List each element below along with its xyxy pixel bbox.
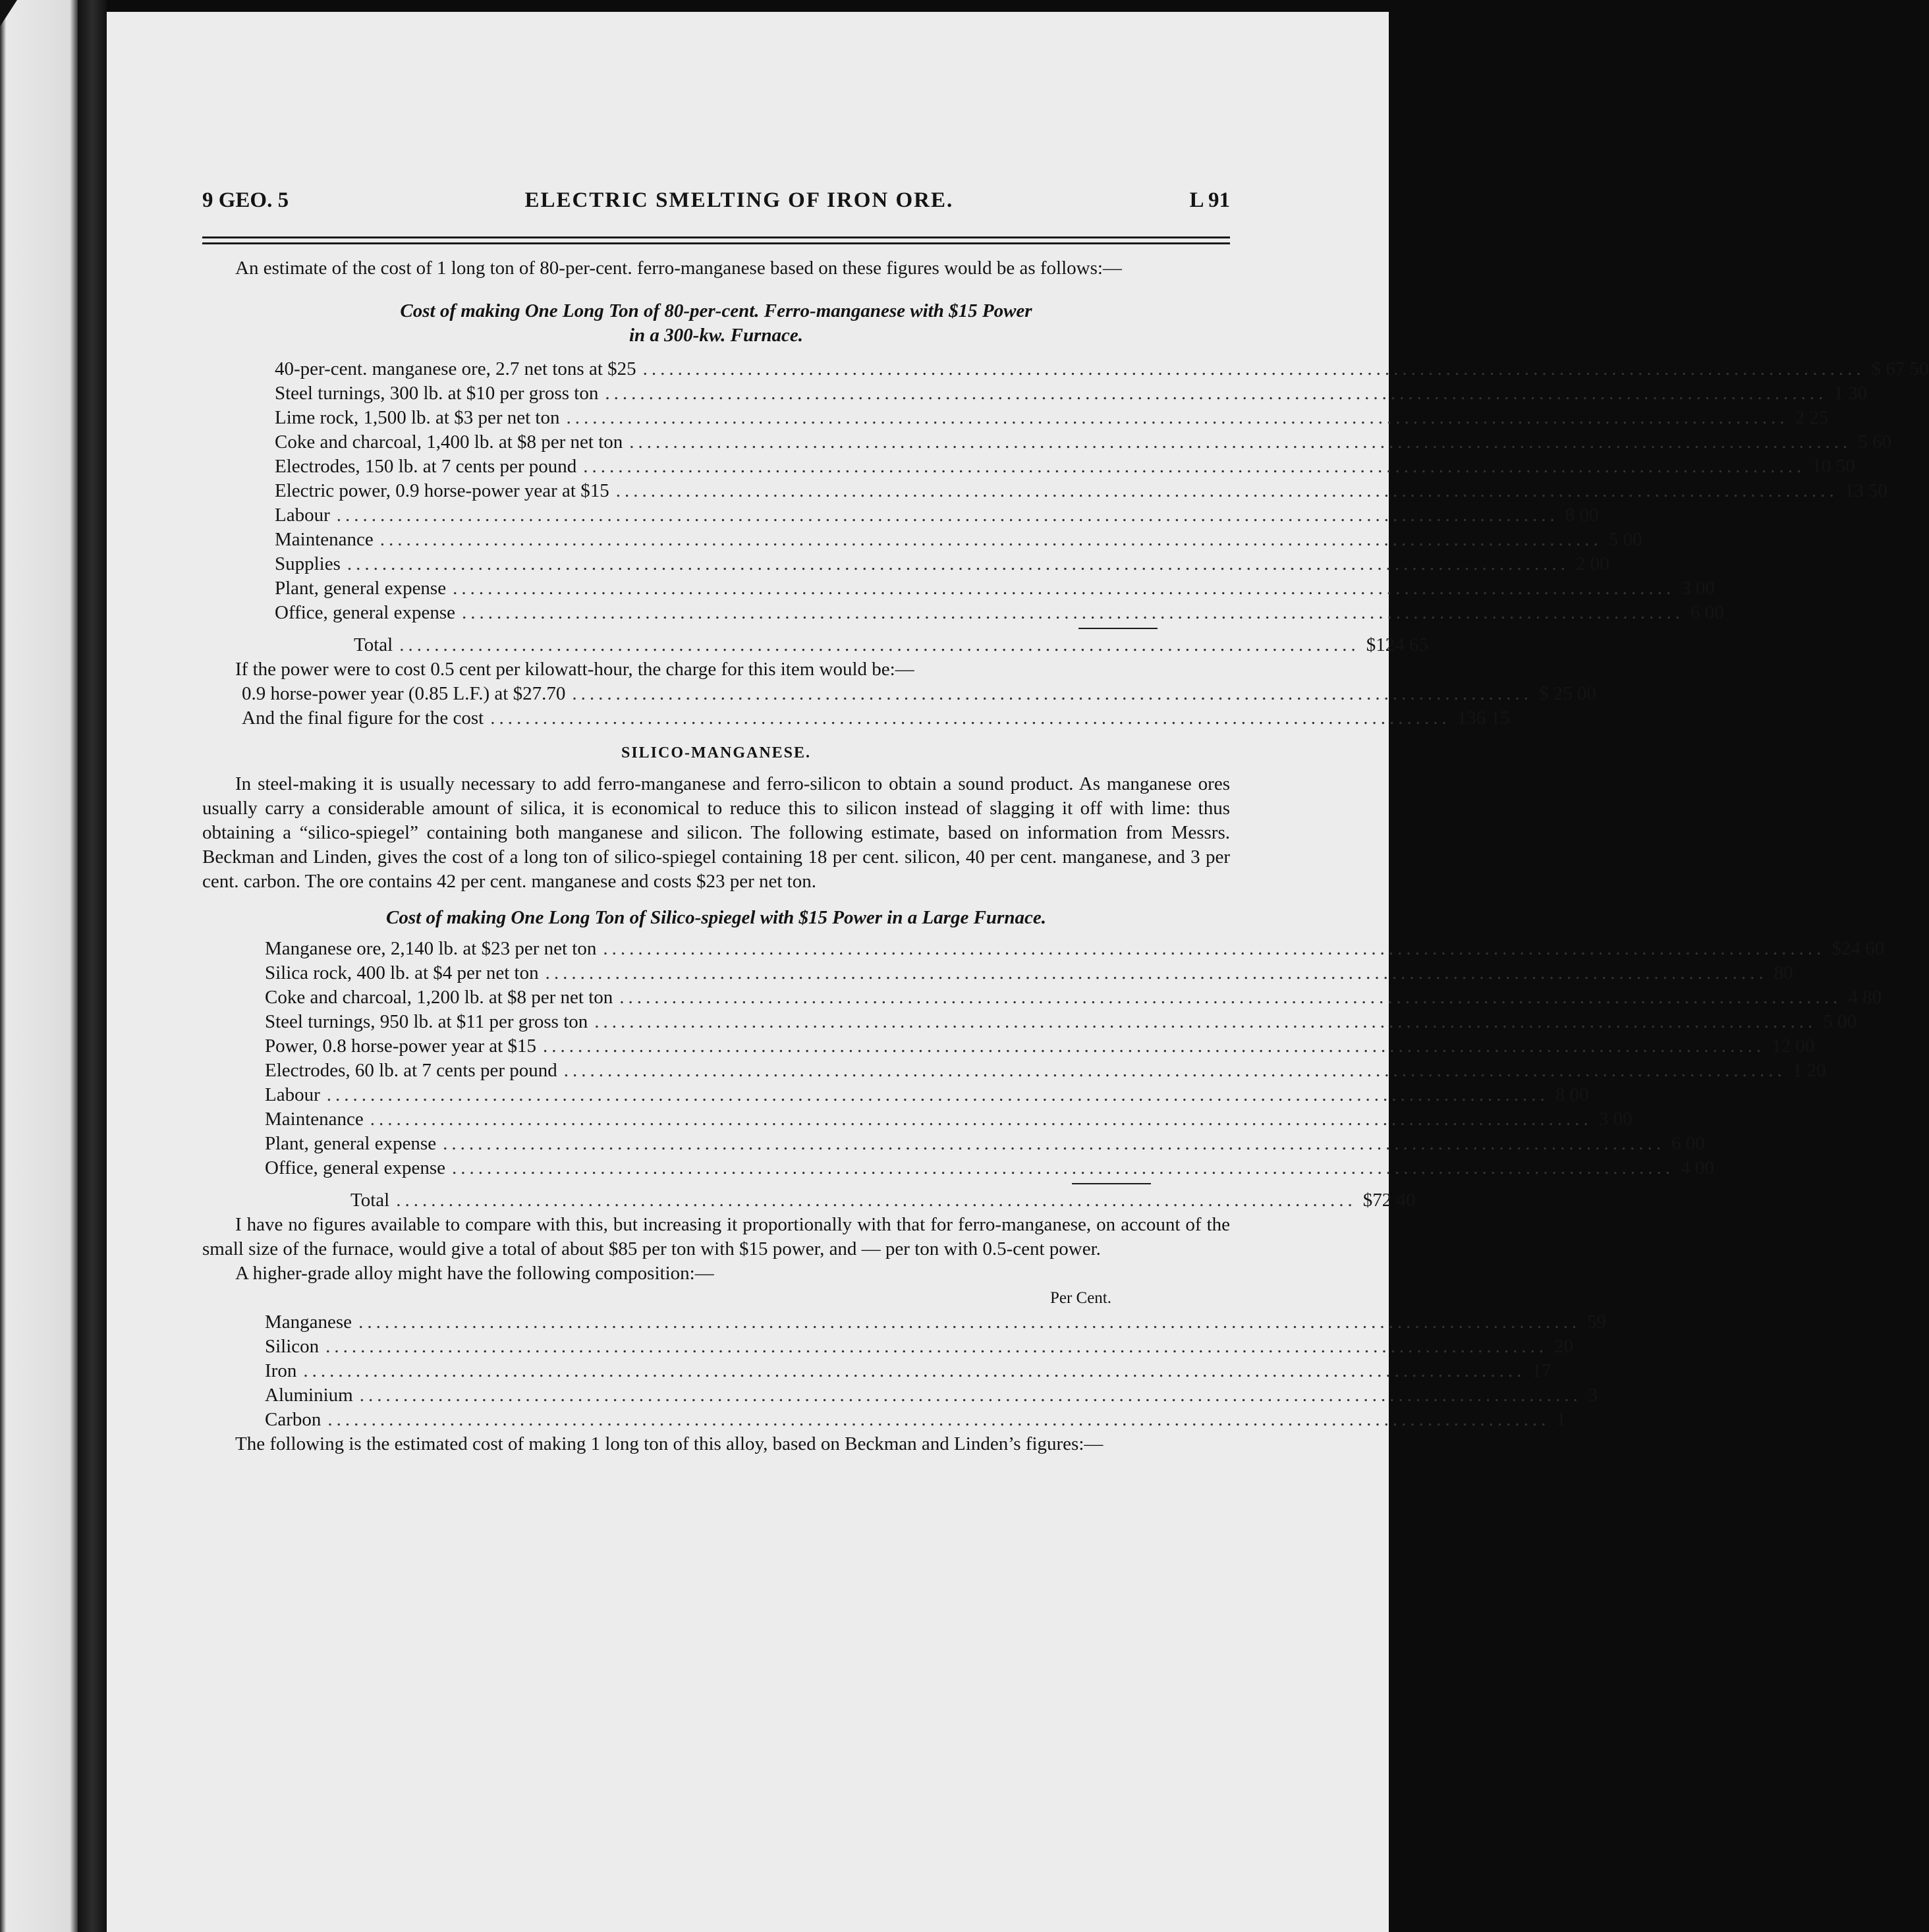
composition-row-label: Silicon <box>265 1336 320 1357</box>
composition-table <box>265 1286 1607 1432</box>
composition-row-value: 3 <box>1588 1385 1598 1406</box>
table2-row-value: $24 60 <box>1831 938 1885 959</box>
table2-row-value: 4 80 <box>1848 987 1882 1008</box>
percent-column-header: Per Cent. <box>1049 1289 1111 1307</box>
alloy-intro: A higher-grade alloy might have the following composition:— <box>235 1263 714 1284</box>
header-page-number: L 91 <box>1189 188 1230 212</box>
leader-dots: ............................................................................................................................................ <box>462 602 1685 623</box>
table2-row-label: Power, 0.8 horse-power year at $15 <box>265 1035 536 1057</box>
table1-row-value: 6 00 <box>1691 602 1724 623</box>
header-rule <box>202 242 1230 244</box>
table1-row-value: 8 00 <box>1565 505 1599 526</box>
table2-row-label: Labour <box>265 1084 320 1105</box>
intro-paragraph: An estimate of the cost of 1 long ton of 80-per-cent. ferro-manganese based on these figures would be as follows:— <box>235 258 1122 279</box>
leader-dots: ............................................................................................................................................ <box>642 358 1865 379</box>
power-note-row-label: 0.9 horse-power year (0.85 L.F.) at $27.70 <box>242 683 566 704</box>
table1-row-label: Coke and charcoal, 1,400 lb. at $8 per net ton <box>275 431 623 453</box>
table1-row-label: Office, general expense <box>275 602 456 623</box>
table2-row <box>265 937 1885 961</box>
table1-row <box>275 455 1855 479</box>
table1-row-label: Maintenance <box>275 529 374 550</box>
table1-row-label: Electrodes, 150 lb. at 7 cents per pound <box>275 456 577 477</box>
header-rules <box>202 236 1230 244</box>
table1-row-value: $ 67 50 <box>1871 358 1929 379</box>
leader-dots: .............................................................................................................. <box>572 683 1532 704</box>
table1-row <box>275 381 1868 406</box>
table1-row <box>275 552 1609 576</box>
table1-row-label: Steel turnings, 300 lb. at $10 per gross ton <box>275 383 599 404</box>
composition-row <box>265 1383 1598 1408</box>
leader-dots: ............................................................................................................................................ <box>629 431 1852 453</box>
table2-row-label: Office, general expense <box>265 1157 446 1178</box>
leader-dots: ............................................................................................................................................ <box>583 456 1806 477</box>
leader-dots: ............................................................................................................................................ <box>615 480 1838 501</box>
power-note-row-label: And the final figure for the cost <box>242 707 484 729</box>
leader-dots: ............................................................................................................................................ <box>358 1311 1581 1333</box>
table1-row-value: 2 00 <box>1575 553 1609 574</box>
leader-dots: ............................................................................................................................................ <box>619 987 1842 1008</box>
table2-row-value: 1 20 <box>1792 1060 1826 1081</box>
table2-row <box>265 1034 1815 1059</box>
header-session: 9 GEO. 5 <box>202 188 289 212</box>
power-note-line: If the power were to cost 0.5 cent per kilowatt-hour, the charge for this item would be:— <box>235 659 914 680</box>
leader-dots: ............................................................................................................................................ <box>545 962 1768 983</box>
table1-row-value: 2 25 <box>1795 407 1829 428</box>
leader-dots: ............................................................................................................................................ <box>542 1035 1765 1057</box>
table2-row-label: Plant, general expense <box>265 1133 437 1154</box>
composition-row-label: Aluminium <box>265 1385 353 1406</box>
table1-row <box>275 576 1715 601</box>
table1-row-label: Labour <box>275 505 330 526</box>
leader-dots: ............................................................................................................................................ <box>327 1409 1550 1430</box>
leader-dots: ............................................................................................................................................ <box>443 1133 1665 1154</box>
table1-row-label: Electric power, 0.9 horse-power year at $15 <box>275 480 609 501</box>
table1-row-label: Supplies <box>275 553 341 574</box>
composition-row-value: 20 <box>1554 1336 1574 1357</box>
leader-dots: ............................................................................................................................................ <box>326 1084 1549 1105</box>
table1-total-row <box>275 633 1428 657</box>
compare-paragraph: I have no figures available to compare with this, but increasing it proportionally with that for ferro-manganese, on account of the small size of the furnace, would give a total of about $85 per ton with $15 power, and — per ton with 0.5-cent power. <box>202 1214 1230 1259</box>
table2-row-value: 8 00 <box>1555 1084 1589 1105</box>
table1-row <box>275 357 1929 381</box>
table2-row-label: Steel turnings, 950 lb. at $11 per gross ton <box>265 1011 588 1032</box>
table1-row-value: 3 00 <box>1681 578 1715 599</box>
table2-row <box>265 1083 1589 1107</box>
table1-row-value: 5 60 <box>1858 431 1892 453</box>
leader-dots: ............................................................................................................................................ <box>336 505 1559 526</box>
table1-row <box>275 503 1599 528</box>
composition-row <box>265 1359 1552 1383</box>
closing-paragraph: The following is the estimated cost of making 1 long ton of this alloy, based on Beckman and Linden’s figures:— <box>235 1433 1104 1454</box>
leader-dots: ............................................................................................................................................ <box>452 1157 1675 1178</box>
table2-row-value: 4 00 <box>1681 1157 1714 1178</box>
table1-row-value: 13 50 <box>1844 480 1887 501</box>
composition-row-label: Carbon <box>265 1409 322 1430</box>
table1-row <box>275 430 1892 455</box>
leader-dots: ............................................................................................................................................ <box>453 578 1675 599</box>
table2-total-row <box>265 1188 1416 1213</box>
table1-row-label: Plant, general expense <box>275 578 447 599</box>
power-note-row-value: $ 25 00 <box>1538 683 1596 704</box>
facing-page-edge <box>0 0 78 1932</box>
table1-row-label: Lime rock, 1,500 lb. at $3 per net ton <box>275 407 560 428</box>
total-rule <box>1078 628 1158 629</box>
table2-total-value: $72 40 <box>1362 1190 1416 1211</box>
table1-row <box>275 479 1887 503</box>
table1-total-value: $124 65 <box>1366 634 1428 655</box>
leader-dots: ............................................................................................................................................ <box>605 383 1828 404</box>
composition-row-value: 1 <box>1556 1409 1566 1430</box>
table2-row-label: Manganese ore, 2,140 lb. at $23 per net ton <box>265 938 597 959</box>
leader-dots: ............................................................................................................................................ <box>347 553 1569 574</box>
composition-row <box>265 1408 1566 1432</box>
composition-row <box>265 1310 1607 1335</box>
table1-row <box>275 601 1724 625</box>
table2-row <box>265 1132 1705 1156</box>
table1-total-label: Total <box>354 634 393 655</box>
table2-row-label: Coke and charcoal, 1,200 lb. at $8 per net ton <box>265 987 613 1008</box>
leader-dots: .............................................................................................................. <box>399 634 1360 655</box>
header-rule <box>202 236 1230 238</box>
table2-row <box>265 1156 1714 1180</box>
silico-spiegel-cost-table <box>265 937 1885 1213</box>
ferro-manganese-cost-table <box>275 357 1929 657</box>
leader-dots: ............................................................................................................................................ <box>303 1360 1526 1381</box>
table2-row <box>265 961 1793 985</box>
table2-caption: Cost of making One Long Ton of Silico-spiegel with $15 Power in a Large Furnace. <box>386 907 1046 928</box>
table1-caption-line: Cost of making One Long Ton of 80-per-cent. Ferro-manganese with $15 Power <box>400 300 1032 321</box>
table1-row-label: 40-per-cent. manganese ore, 2.7 net tons at $25 <box>275 358 636 379</box>
table1-row-value: 10 50 <box>1812 456 1855 477</box>
section-heading: SILICO-MANGANESE. <box>621 744 812 761</box>
leader-dots: ............................................................................................................................................ <box>359 1385 1582 1406</box>
total-rule <box>1072 1183 1151 1184</box>
power-note-row <box>242 682 1596 706</box>
page-corner <box>0 0 17 26</box>
table1-caption <box>275 299 1158 348</box>
table1-row <box>275 528 1642 552</box>
table1-caption-line: in a 300-kw. Furnace. <box>629 325 803 346</box>
table2-row <box>265 1010 1857 1034</box>
leader-dots: .............................................................................................................. <box>490 707 1451 729</box>
power-note-table <box>242 682 1596 731</box>
table1-row-value: 1 30 <box>1833 383 1868 404</box>
composition-row-value: 59 <box>1587 1311 1607 1333</box>
table2-row-value: 80 <box>1774 962 1793 983</box>
leader-dots: ............................................................................................................................................ <box>566 407 1789 428</box>
leader-dots: ............................................................................................................................................ <box>370 1109 1592 1130</box>
composition-row-value: 17 <box>1532 1360 1552 1381</box>
composition-row <box>265 1335 1574 1359</box>
table2-row <box>265 1107 1633 1132</box>
table2-row-label: Silica rock, 400 lb. at $4 per net ton <box>265 962 539 983</box>
table2-row-value: 3 00 <box>1598 1109 1633 1130</box>
table2-row <box>265 985 1882 1010</box>
table2-row-value: 12 00 <box>1771 1035 1815 1057</box>
table1-row-value: 5 00 <box>1608 529 1642 550</box>
table2-row <box>265 1059 1826 1083</box>
running-header <box>202 188 1230 213</box>
book-gutter <box>78 0 107 1932</box>
silico-paragraph: In steel-making it is usually necessary to add ferro-manganese and ferro-silicon to obtain a sound product. As manganese ores usually carry a considerable amount of silica, it is economical to reduce this to silicon instead of slagging it off with lime: thus obtaining a “silico-spiegel” containing both manganese and silicon. The following estimate, based on information from Messrs. Beckman and Linden, gives the cost of a long ton of silico-spiegel containing 18 per cent. silicon, 40 per cent. manganese, and 3 per cent. carbon. The ore contains 42 per cent. manganese and costs $23 per net ton. <box>202 773 1230 892</box>
table2-total-label: Total <box>350 1190 390 1211</box>
page-content <box>202 188 1929 1456</box>
table2-row-label: Maintenance <box>265 1109 364 1130</box>
header-title: ELECTRIC SMELTING OF IRON ORE. <box>524 188 954 212</box>
table2-row-value: 5 00 <box>1823 1011 1857 1032</box>
leader-dots: .............................................................................................................. <box>396 1190 1356 1211</box>
power-note-row <box>242 706 1510 731</box>
power-note-row-value: 136 15 <box>1457 707 1510 729</box>
table2-row-value: 6 00 <box>1671 1133 1705 1154</box>
composition-row-label: Manganese <box>265 1311 352 1333</box>
leader-dots: ............................................................................................................................................ <box>563 1060 1786 1081</box>
table1-row <box>275 406 1829 430</box>
leader-dots: ............................................................................................................................................ <box>325 1336 1548 1357</box>
leader-dots: ............................................................................................................................................ <box>379 529 1602 550</box>
leader-dots: ............................................................................................................................................ <box>594 1011 1817 1032</box>
scanned-page <box>107 12 1929 1932</box>
table2-row-label: Electrodes, 60 lb. at 7 cents per pound <box>265 1060 557 1081</box>
composition-row-label: Iron <box>265 1360 297 1381</box>
leader-dots: ............................................................................................................................................ <box>603 938 1826 959</box>
